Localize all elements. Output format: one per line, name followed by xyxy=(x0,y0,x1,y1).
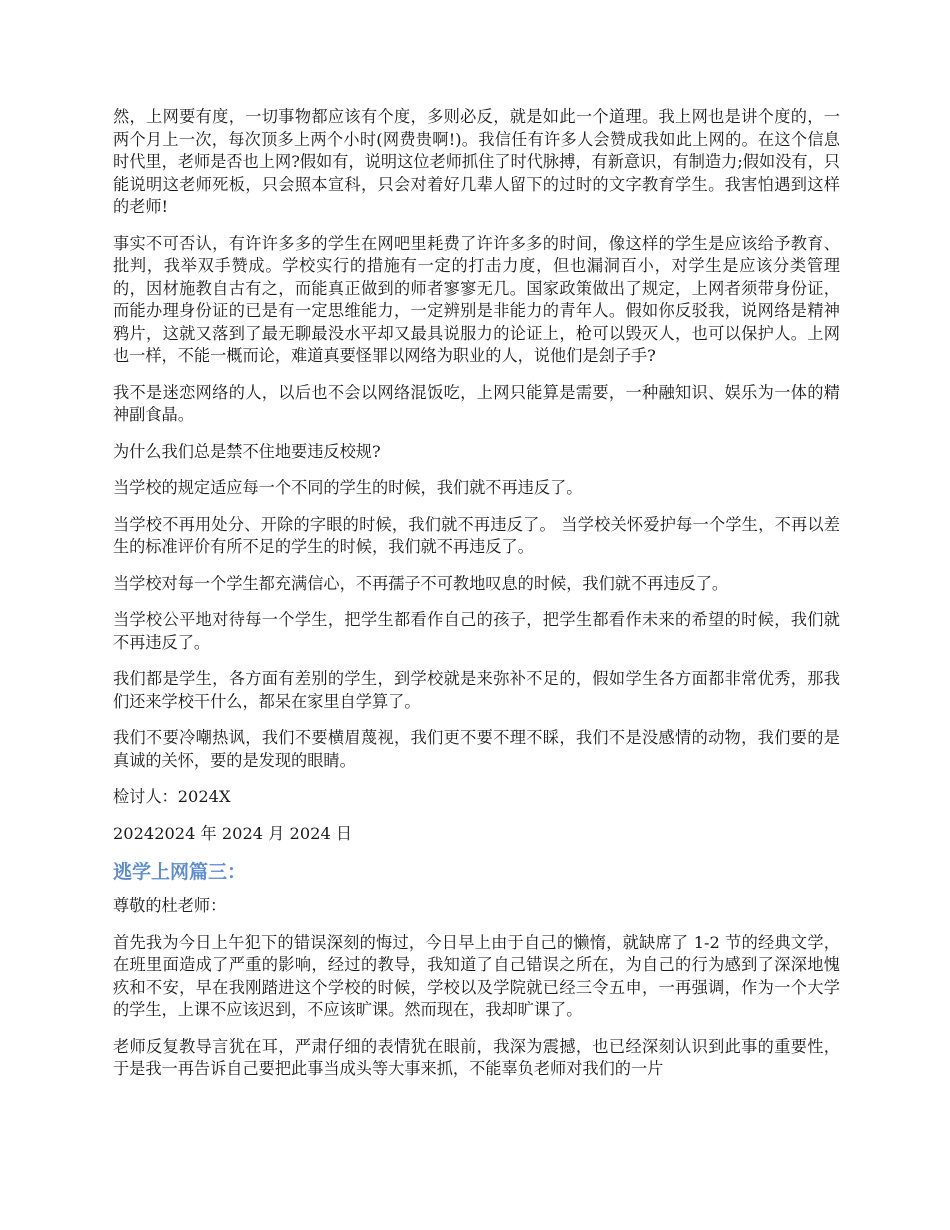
paragraph-when-fair: 当学校公平地对待每一个学生，把学生都看作自己的孩子，把学生都看作未来的希望的时候，我们就不再违反了。 xyxy=(113,610,840,652)
signature-line: 检讨人：2024X xyxy=(113,787,231,806)
section-heading: 逃学上网篇三： xyxy=(113,861,247,883)
paragraph-not-addicted: 我不是迷恋网络的人，以后也不会以网络混饭吃，上网只能算是需要，一种融知识、娱乐为一体的精神副食晶。 xyxy=(113,382,840,424)
salutation: 尊敬的杜老师： xyxy=(113,896,227,915)
date-line: 20242024 年 2024 月 2024 日 xyxy=(113,823,353,843)
paragraph-when-rules-fit: 当学校的规定适应每一个不同的学生的时候，我们就不再违反了。 xyxy=(113,478,583,497)
paragraph-when-confidence: 当学校对每一个学生都充满信心，不再孺子不可教地叹息的时候，我们就不再违反了。 xyxy=(113,573,729,593)
paragraph-apology: 首先我为今日上午犯下的错误深刻的悔过，今日早上由于自己的懒惰，就缺席了 1-2 节的经典文学，在班里面造成了严重的影响，经过的教导，我知道了自己错误之所在，为自己的行为感到了深深地愧疚和不安，早在我刚踏进这个学校的时候，学校以及学院就已经三令五申，一再强调，作为一个大学的学生，上课不应该迟到，不应该旷课。然而现在，我却旷课了。 xyxy=(113,932,840,1019)
paragraph-internet-cafe-facts: 事实不可否认，有许许多多的学生在网吧里耗费了许许多多的时间，像这样的学生是应该给予教育、批判，我举双手赞成。学校实行的措施有一定的打击力度，但也漏洞百小，对学生是应该分类管理的，因材施教自古有之，而能真正做到的师者寥寥无几。国家政策做出了规定，上网者须带身份证，而能办理身份证的已是有一定思维能力，一定辨别是非能力的青年人。假如你反驳我，说网络是精神鸦片，这就又落到了最无聊最没水平却又最具说服力的论证上，枪可以毁灭人，也可以保护人。上网也一样，不能一概而论，难道真要怪罪以网络为职业的人，说他们是刽子手? xyxy=(113,233,840,365)
paragraph-when-no-punishment: 当学校不再用处分、开除的字眼的时候，我们就不再违反了。 当学校关怀爱护每一个学生，不再以差生的标准评价有所不足的学生的时候，我们就不再违反了。 xyxy=(113,514,840,556)
paragraph-teacher-guidance: 老师反复教导言犹在耳，严肃仔细的表情犹在眼前，我深为震撼，也已经深刻认识到此事的重要性，于是我一再告诉自己要把此事当成头等大事来抓，不能辜负老师对我们的一片 xyxy=(113,1036,840,1078)
paragraph-sincere-care: 我们不要冷嘲热讽，我们不要横眉蔑视，我们更不要不理不睬，我们不是没感情的动物，我们要的是真诚的关怀，要的是发现的眼睛。 xyxy=(113,728,840,770)
paragraph-we-are-students: 我们都是学生，各方面有差别的学生，到学校就是来弥补不足的，假如学生各方面都非常优秀，那我们还来学校干什么，都呆在家里自学算了。 xyxy=(113,669,840,711)
paragraph-online-moderation: 然，上网要有度，一切事物都应该有个度，多则必反，就是如此一个道理。我上网也是讲个度的，一两个月上一次，每次顶多上两个小时(网费贵啊!)。我信任有许多人会赞成我如此上网的。在这个信息时代里，老师是否也上网?假如有，说明这位老师抓住了时代脉搏，有新意识，有制造力;假如没有，只能说明这老师死板，只会照本宣科，只会对着好几辈人留下的过时的文字教育学生。我害怕遇到这样的老师! xyxy=(113,107,840,216)
paragraph-question: 为什么我们总是禁不住地要违反校规? xyxy=(113,441,381,461)
